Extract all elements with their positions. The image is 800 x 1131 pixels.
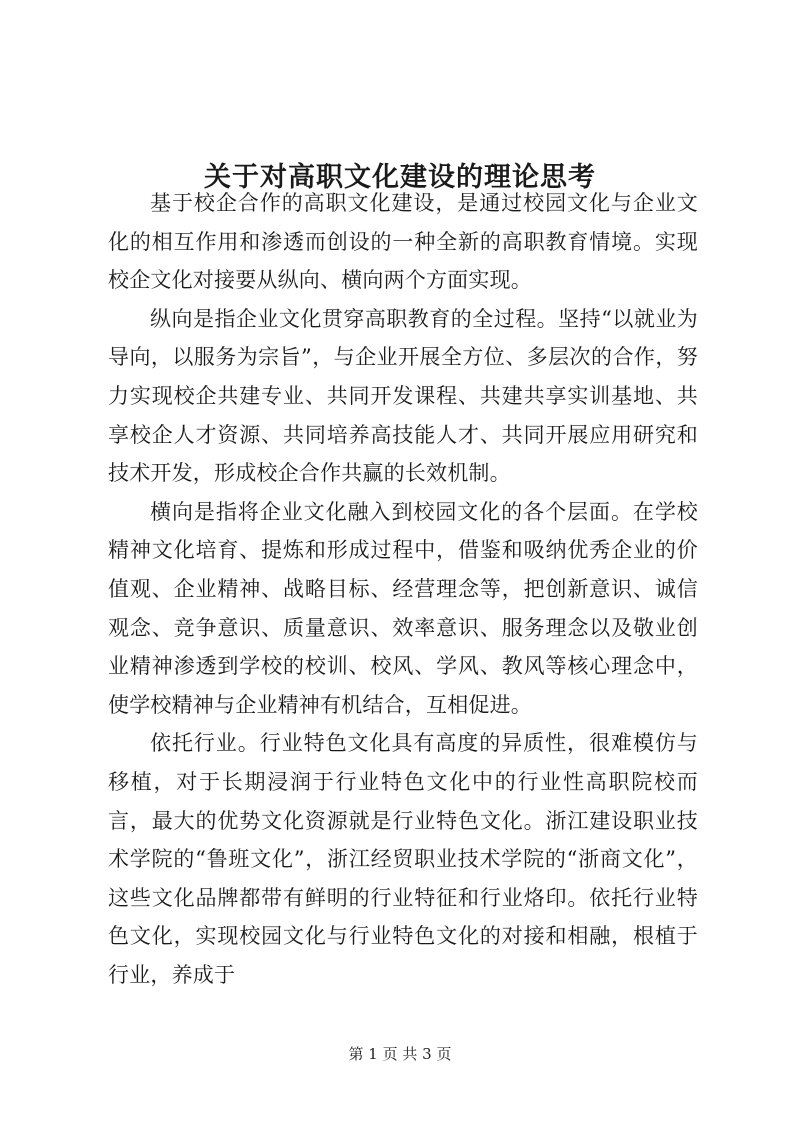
paragraph-1: 基于校企合作的高职文化建设，是通过校园文化与企业文化的相互作用和渗透而创设的一种全新的高职教育情境。实现校企文化对接要从纵向、横向两个方面实现。 — [108, 191, 698, 293]
paragraph-3: 横向是指将企业文化融入到校园文化的各个层面。在学校精神文化培育、提炼和形成过程中，借鉴和吸纳优秀企业的价值观、企业精神、战略目标、经营理念等，把创新意识、诚信观念、竞争意识、质量意识、效率意识、服务理念以及敬业创业精神渗透到学校的校训、校风、学风、教风等核心理念中，使学校精神与企业精神有机结合，互相促进。 — [108, 499, 698, 717]
document-body — [108, 184, 698, 994]
paragraph-2: 纵向是指企业文化贯穿高职教育的全过程。坚持“以就业为导向，以服务为宗旨”，与企业开展全方位、多层次的合作，努力实现校企共建专业、共同开发课程、共建共享实训基地、共享校企人才资源、共同培养高技能人才、共同开展应用研究和技术开发，形成校企合作共赢的长效机制。 — [108, 306, 698, 486]
document-title: 关于对高职文化建设的理论思考 — [204, 162, 596, 194]
paragraph-4: 依托行业。行业特色文化具有高度的异质性，很难模仿与移植，对于长期浸润于行业特色文化中的行业性高职院校而言，最大的优势文化资源就是行业特色文化。浙江建设职业技术学院的“鲁班文化”，浙江经贸职业技术学院的“浙商文化”，这些文化品牌都带有鲜明的行业特征和行业烙印。依托行业特色文化，实现校园文化与行业特色文化的对接和相融，根植于行业，养成于 — [108, 731, 698, 987]
page-footer: 第 1 页 共 3 页 — [348, 1045, 452, 1063]
